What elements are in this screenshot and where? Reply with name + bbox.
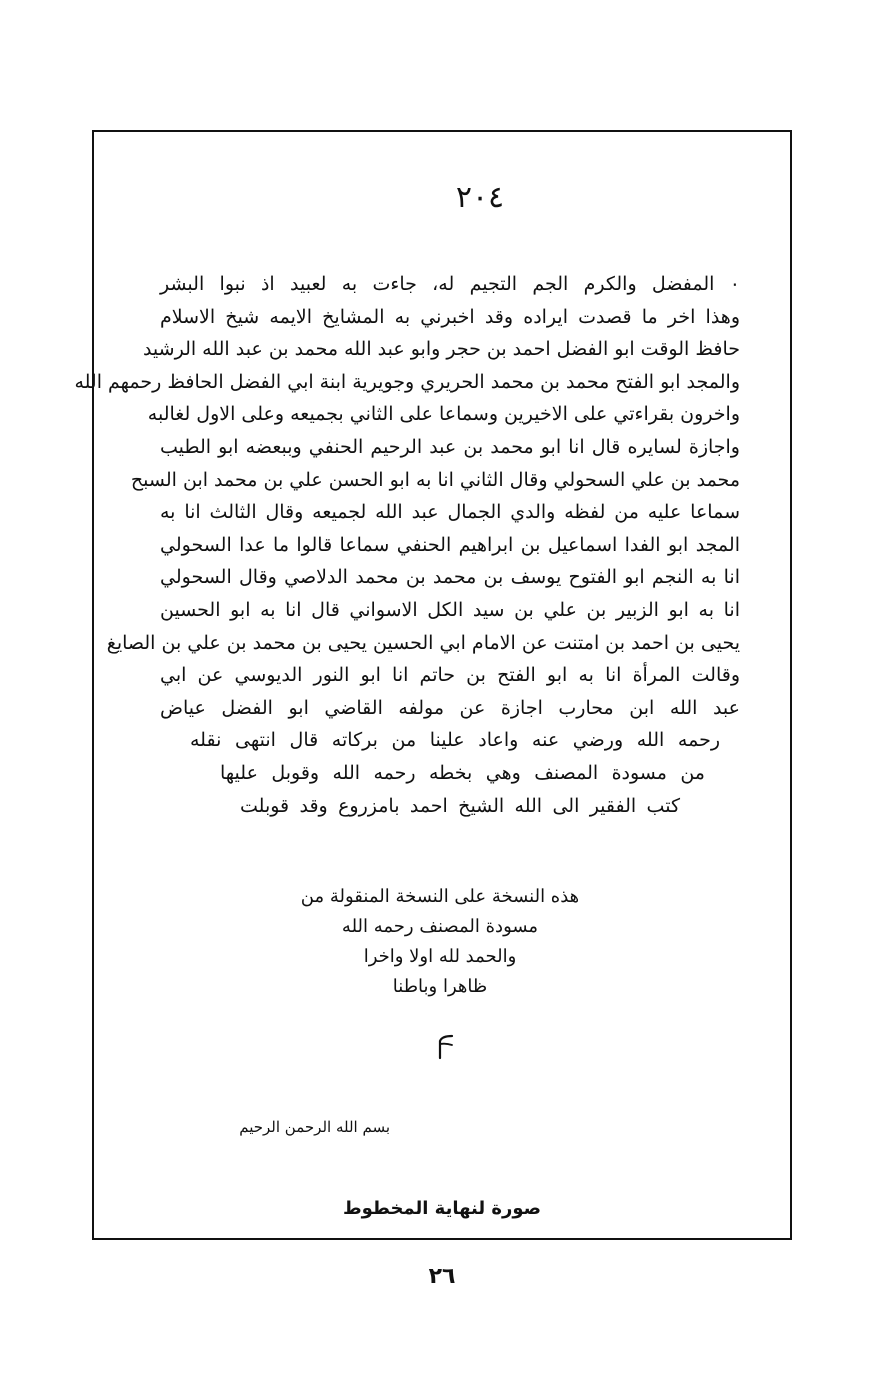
manuscript-line-14: عبد الله ابن محارب اجازة عن مولفه القاضي ابو الفضل عياض bbox=[160, 696, 740, 719]
manuscript-line-12: يحيى بن احمد بن امتنت عن الامام ابي الحسين يحيى بن محمد بن علي بن الصايغ bbox=[106, 631, 740, 654]
folio-number: ٢٠٤ bbox=[455, 180, 505, 215]
manuscript-line-6: واجازة لسايره قال انا ابو محمد بن عبد الرحيم الحنفي وببعضه ابو الطيب bbox=[160, 435, 740, 458]
figure-caption: صورة لنهاية المخطوط bbox=[342, 1198, 542, 1219]
colophon bbox=[260, 882, 620, 1002]
manuscript-line-5: واخرون بقراءتي على الاخيرين وسماعا على الثاني بجميعه وعلى الاول لغالبه bbox=[147, 403, 740, 426]
page-number: ٢٦ bbox=[428, 1264, 456, 1289]
manuscript-line-13: وقالت المرأة انا به ابو الفتح بن حاتم انا ابو النور الديوسي عن ابي bbox=[160, 664, 740, 687]
manuscript-body bbox=[74, 268, 740, 822]
end-flourish-icon bbox=[432, 1032, 458, 1062]
manuscript-line-2: وهذا اخر ما قصدت ايراده وقد اخبرني به المشايخ الايمه شيخ الاسلام bbox=[160, 305, 740, 328]
manuscript-line-4: والمجد ابو الفتح محمد بن محمد الحريري وجويرية ابنة ابي الفضل الحافظ رحمهم الله bbox=[74, 370, 740, 393]
colophon-line-1: هذه النسخة على النسخة المنقولة من bbox=[300, 886, 580, 907]
colophon-line-4: ظاهرا وباطنا bbox=[392, 976, 488, 997]
manuscript-line-16: من مسودة المصنف وهي بخطه رحمه الله وقوبل عليها bbox=[220, 761, 705, 784]
manuscript-line-3: حافظ الوقت ابو الفضل احمد بن حجر وابو عبد الله محمد بن عبد الله الرشيد bbox=[142, 338, 740, 361]
manuscript-line-9: المجد ابو الفدا اسماعيل بن ابراهيم الحنفي سماعا قالوا ما عدا السحولي bbox=[160, 533, 740, 556]
basmala: بسم الله الرحمن الرحيم bbox=[239, 1118, 390, 1136]
manuscript-line-17: كتب الفقير الى الله الشيخ احمد بامزروع وقد قوبلت bbox=[240, 794, 680, 817]
manuscript-line-1: ٠ المفضل والكرم الجم التجيم له، جاءت به لعبيد اذ نبوا البشر bbox=[160, 273, 740, 295]
colophon-line-2: مسودة المصنف رحمه الله bbox=[341, 916, 539, 937]
colophon-line-3: والحمد لله اولا واخرا bbox=[363, 946, 517, 967]
manuscript-line-15: رحمه الله ورضي عنه واعاد علينا من بركاته قال انتهى نقله bbox=[190, 729, 720, 752]
manuscript-line-11: انا به ابو الزبير بن علي بن سيد الكل الاسواني قال انا به ابو الحسين bbox=[160, 598, 740, 621]
manuscript-line-7: محمد بن علي السحولي وقال الثاني انا به ابو الحسن علي بن محمد ابن السبح bbox=[130, 468, 740, 491]
manuscript-line-8: سماعا عليه من لفظه والدي الجمال عبد الله لجميعه وقال الثالث انا به bbox=[160, 501, 740, 524]
manuscript-line-10: انا به النجم ابو الفتوح يوسف بن محمد بن محمد الدلاصي وقال السحولي bbox=[160, 566, 740, 589]
